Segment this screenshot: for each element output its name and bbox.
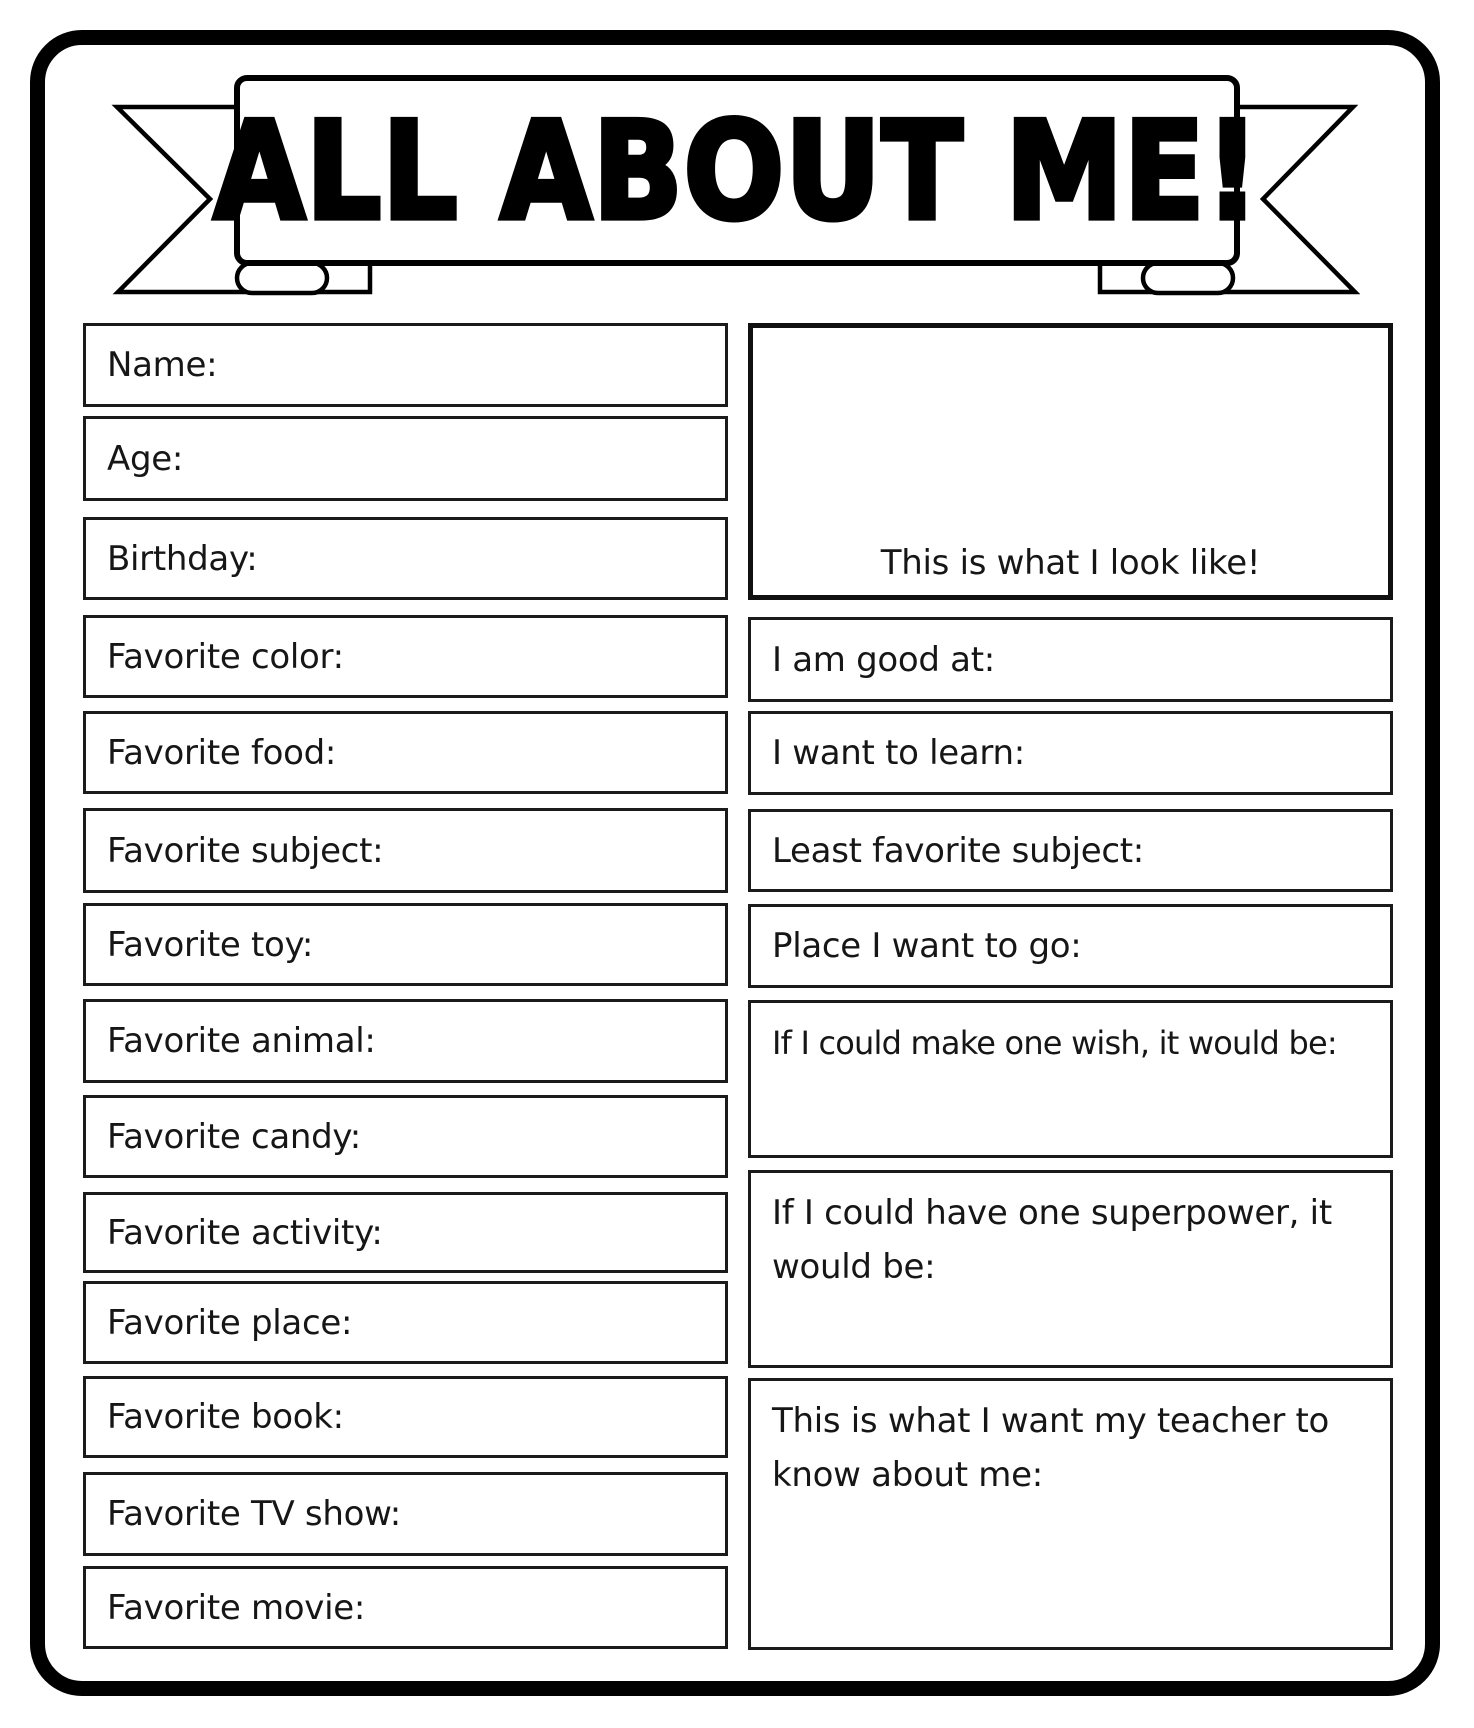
field-favorite-place-label: Favorite place: [107, 1302, 353, 1343]
field-least-favorite-subject[interactable] [748, 809, 1393, 892]
field-superpower-label [772, 1186, 1332, 1294]
field-birthday-label: Birthday: [107, 538, 258, 579]
field-teacher-note-label [772, 1394, 1329, 1502]
field-favorite-toy-label: Favorite toy: [107, 924, 314, 965]
field-favorite-subject[interactable] [83, 808, 728, 893]
field-least-favorite-subject-label: Least favorite subject: [772, 830, 1144, 871]
field-place-want-to-go-label: Place I want to go: [772, 926, 1082, 966]
field-superpower[interactable] [748, 1170, 1393, 1368]
field-superpower-line-1: If I could have one superpower, it [772, 1193, 1332, 1233]
banner-right-curl [1143, 263, 1233, 293]
field-favorite-toy[interactable] [83, 903, 728, 986]
field-birthday[interactable] [83, 517, 728, 600]
field-favorite-animal[interactable] [83, 999, 728, 1083]
field-favorite-tv-show[interactable] [83, 1472, 728, 1556]
field-want-to-learn-label: I want to learn: [772, 733, 1025, 773]
field-favorite-animal-label: Favorite animal: [107, 1021, 376, 1061]
field-favorite-activity[interactable] [83, 1192, 728, 1273]
field-favorite-activity-label: Favorite activity: [107, 1212, 383, 1253]
field-favorite-movie[interactable] [83, 1566, 728, 1649]
field-superpower-line-2: would be: [772, 1247, 936, 1287]
field-age[interactable] [83, 416, 728, 501]
field-name-label: Name: [107, 345, 218, 385]
field-want-to-learn[interactable] [748, 711, 1393, 795]
field-one-wish-label: If I could make one wish, it would be: [772, 1024, 1337, 1062]
field-favorite-place[interactable] [83, 1281, 728, 1364]
field-favorite-candy[interactable] [83, 1095, 728, 1178]
field-favorite-movie-label: Favorite movie: [107, 1587, 366, 1628]
field-favorite-food-label: Favorite food: [107, 732, 337, 773]
field-favorite-subject-label: Favorite subject: [107, 830, 384, 871]
photo-box[interactable] [748, 323, 1393, 600]
banner-left-curl [237, 263, 327, 293]
field-teacher-note[interactable] [748, 1378, 1393, 1650]
field-age-label: Age: [107, 438, 184, 479]
field-favorite-candy-label: Favorite candy: [107, 1116, 361, 1157]
field-favorite-food[interactable] [83, 711, 728, 794]
field-name[interactable] [83, 323, 728, 407]
field-favorite-color-label: Favorite color: [107, 636, 344, 677]
field-favorite-book[interactable] [83, 1376, 728, 1458]
field-good-at-label: I am good at: [772, 639, 995, 680]
field-good-at[interactable] [748, 617, 1393, 702]
page-title: ALL ABOUT ME! [213, 91, 1261, 250]
photo-caption: This is what I look like! [880, 543, 1261, 583]
field-favorite-tv-show-label: Favorite TV show: [107, 1494, 401, 1534]
field-favorite-book-label: Favorite book: [107, 1397, 344, 1437]
field-one-wish[interactable] [748, 1000, 1393, 1158]
field-favorite-color[interactable] [83, 615, 728, 698]
field-teacher-note-line-1: This is what I want my teacher to [772, 1401, 1330, 1441]
field-teacher-note-line-2: know about me: [772, 1455, 1043, 1495]
field-place-want-to-go[interactable] [748, 904, 1393, 988]
